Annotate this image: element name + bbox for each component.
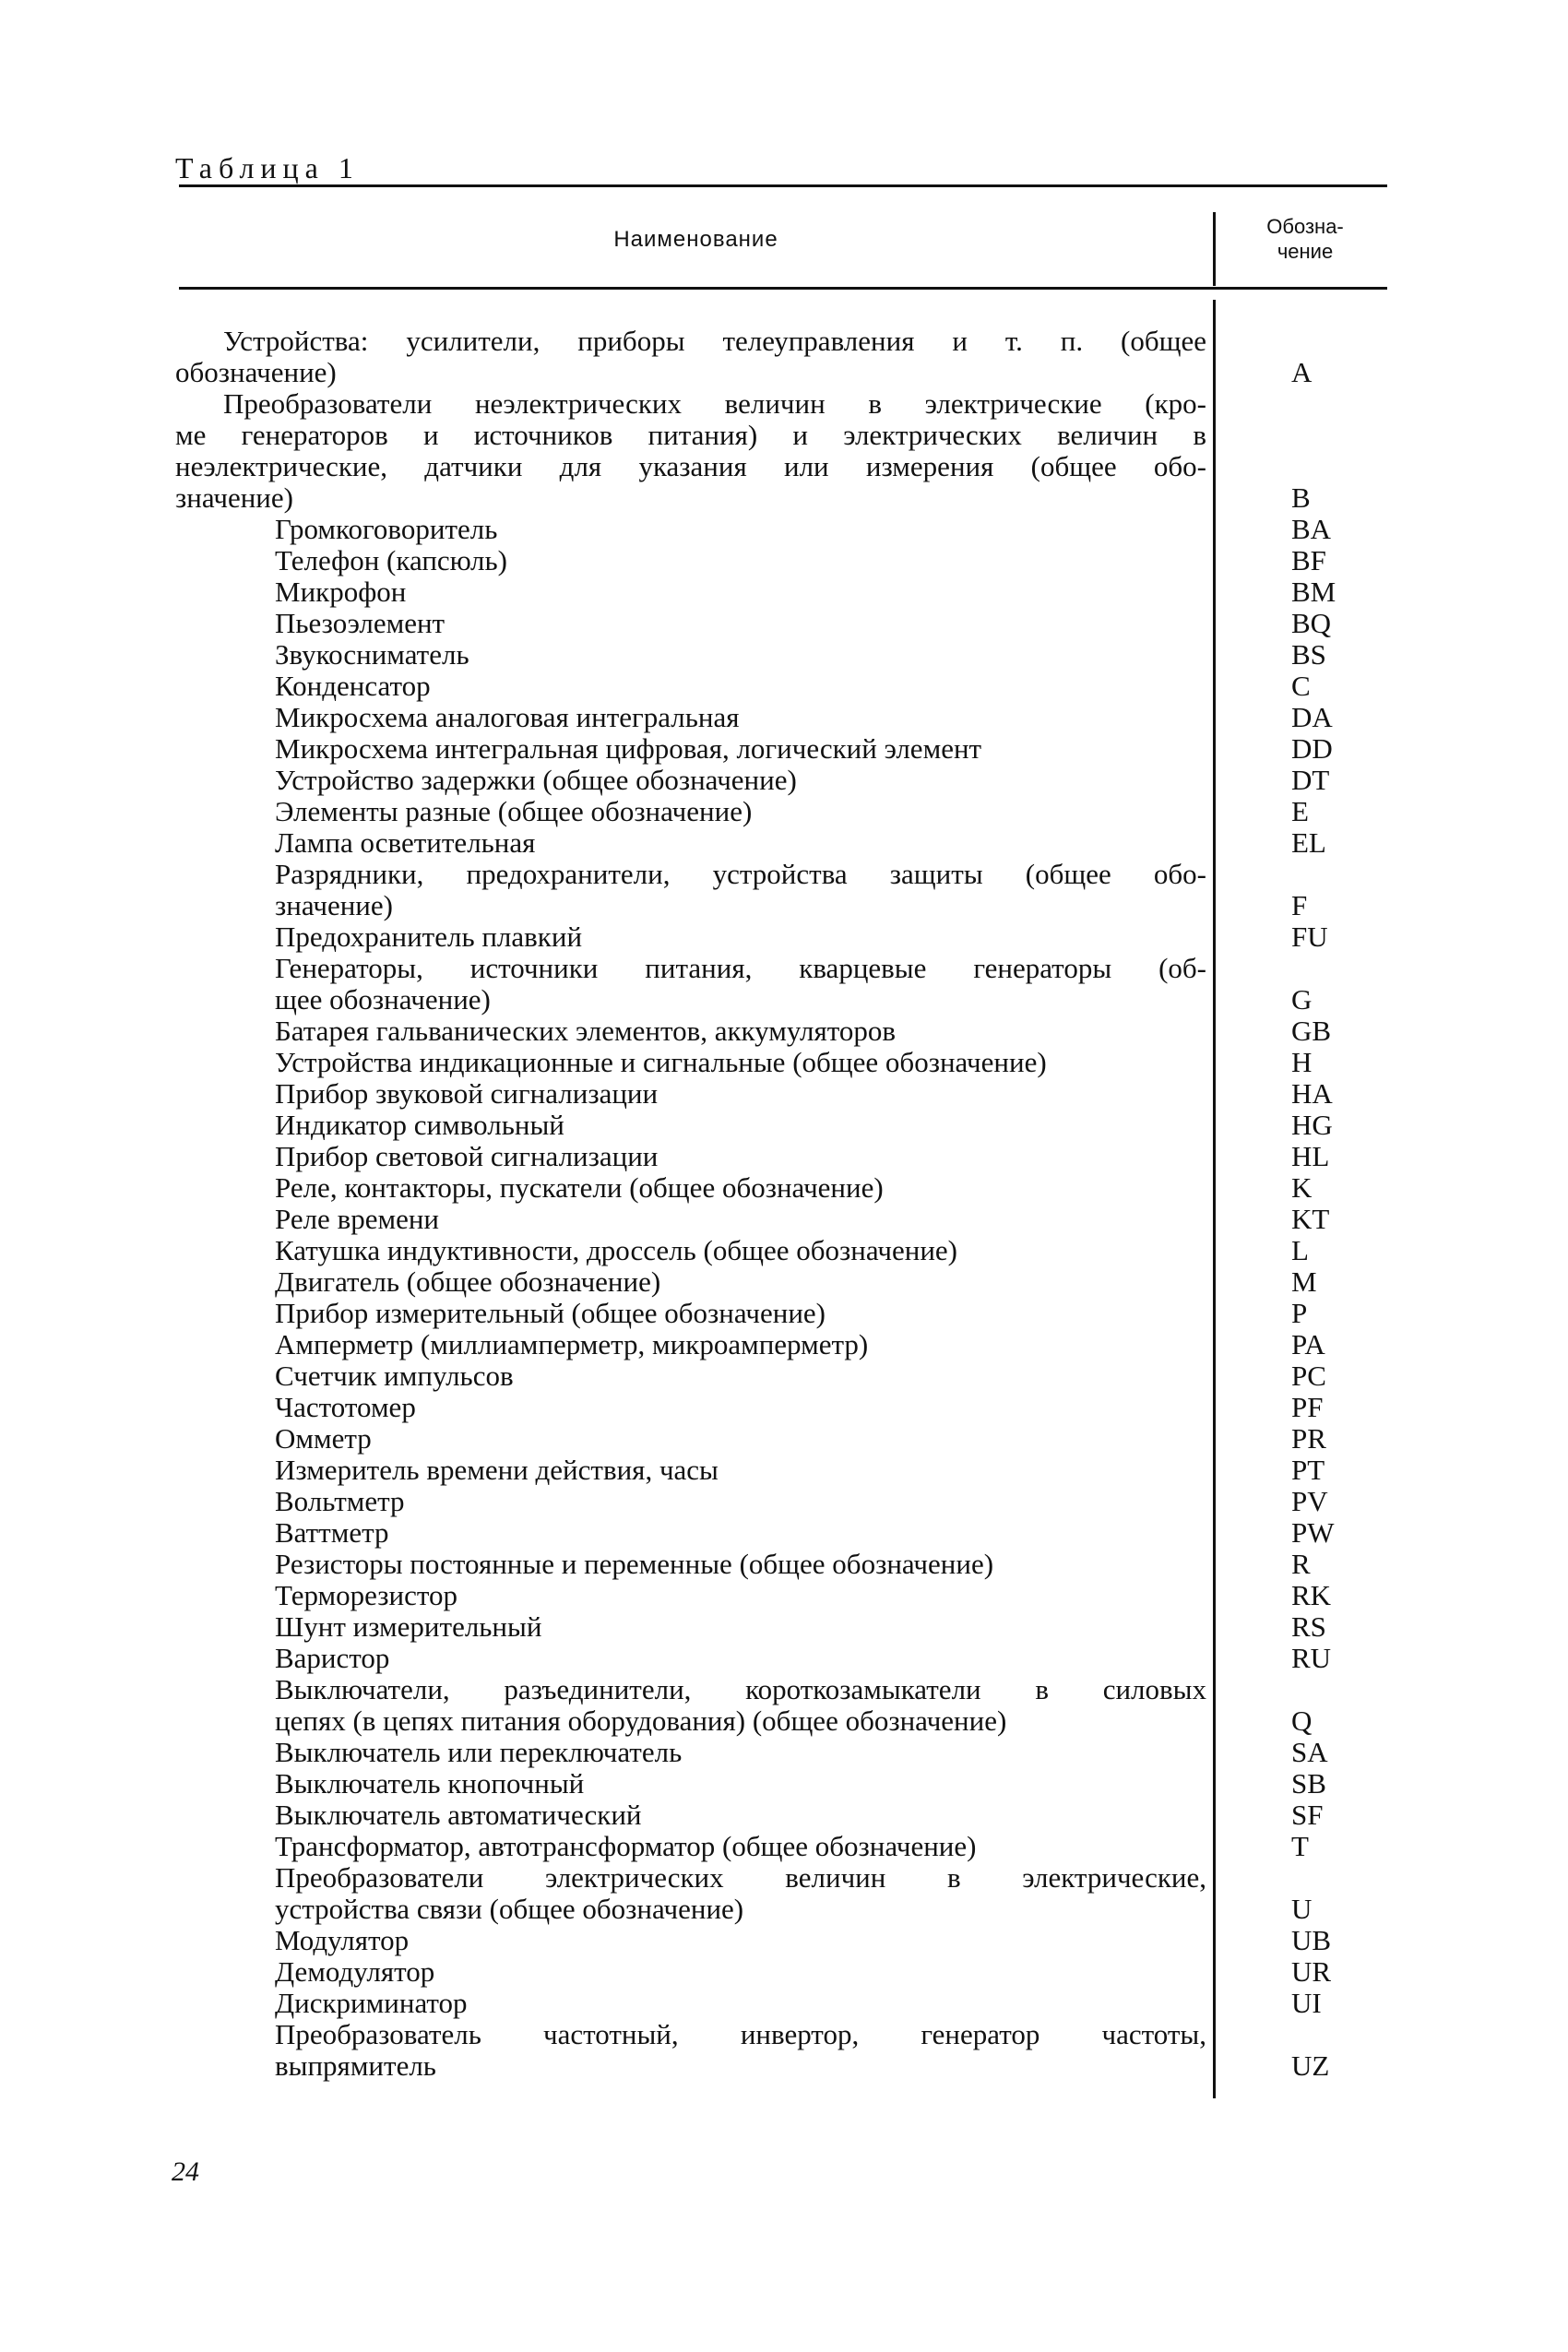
row-name-line: Преобразователь частотный, инвертор, генератор частоты, (275, 2019, 1206, 2050)
row-code: R (1291, 1548, 1311, 1580)
row-name-line: Демодулятор (275, 1956, 435, 1988)
row-code: GB (1291, 1015, 1332, 1047)
table-row (0, 1298, 1568, 1329)
column-header-code-line1: Обозна- (1266, 215, 1344, 238)
row-code: UB (1291, 1924, 1332, 1956)
row-code: PF (1291, 1391, 1324, 1423)
row-name-line: Выключатели, разъединители, короткозамыкатели в силовых (275, 1674, 1206, 1705)
row-name-line: Устройства: усилители, приборы телеуправления и т. п. (общее (223, 326, 1206, 357)
table-row (0, 1266, 1568, 1298)
table-row (0, 1455, 1568, 1486)
row-name-line: Терморезистор (275, 1580, 458, 1611)
row-name-line: Батарея гальванических элементов, аккумуляторов (275, 1016, 897, 1047)
table-row (0, 1925, 1568, 1956)
row-name-line: Громкоговоритель (275, 514, 498, 545)
row-name-line: значение) (175, 482, 293, 514)
row-code: UZ (1291, 2049, 1330, 2082)
row-name-line: Варистор (275, 1643, 390, 1674)
row-code: EL (1291, 826, 1326, 859)
row-name-line: обозначение) (175, 357, 337, 388)
row-name-line: Счетчик импульсов (275, 1360, 514, 1392)
table-row (0, 1486, 1568, 1517)
row-name-line: Преобразователи электрических величин в электрические, (275, 1862, 1206, 1894)
row-name-line: устройства связи (общее обозначение) (275, 1894, 744, 1925)
row-code: PW (1291, 1516, 1335, 1549)
table-row (0, 326, 1568, 388)
table-row (0, 796, 1568, 827)
table-row (0, 1737, 1568, 1768)
table-row (0, 953, 1568, 1016)
table-body (0, 326, 1568, 2082)
row-code: UR (1291, 1955, 1332, 1988)
table-row (0, 1235, 1568, 1266)
table-row (0, 702, 1568, 733)
row-name-line: неэлектрические, датчики для указания или измерения (общее обо- (175, 451, 1206, 482)
row-code: A (1291, 356, 1313, 388)
table-row (0, 1768, 1568, 1800)
table-row (0, 671, 1568, 702)
row-name-line: Прибор звуковой сигнализации (275, 1078, 659, 1110)
row-name-line: выпрямитель (275, 2050, 436, 2082)
row-code: U (1291, 1893, 1313, 1925)
table-row (0, 388, 1568, 514)
row-code: BS (1291, 638, 1326, 671)
row-name-line: Двигатель (общее обозначение) (275, 1266, 661, 1298)
row-name-line: Трансформатор, автотрансформатор (общее обозначение) (275, 1831, 977, 1862)
table-row (0, 1141, 1568, 1172)
table-row (0, 1862, 1568, 1925)
row-code: DA (1291, 701, 1333, 733)
row-name-line: Реле, контакторы, пускатели (общее обозначение) (275, 1172, 884, 1204)
row-code: RS (1291, 1610, 1326, 1643)
table-row (0, 1831, 1568, 1862)
row-name-line: Ваттметр (275, 1517, 389, 1549)
row-code: SB (1291, 1767, 1326, 1800)
row-name-line: Генераторы, источники питания, кварцевые генераторы (об- (275, 953, 1206, 984)
row-name-line: Микросхема интегральная цифровая, логический элемент (275, 733, 982, 765)
row-code: FU (1291, 921, 1328, 953)
table-row (0, 1580, 1568, 1611)
row-code: KT (1291, 1203, 1330, 1235)
header-bottom-rule (179, 287, 1387, 290)
table-row (0, 1423, 1568, 1455)
row-name-line: Прибор световой сигнализации (275, 1141, 659, 1172)
table-top-rule (179, 184, 1387, 187)
row-code: RU (1291, 1642, 1332, 1674)
row-code: SA (1291, 1736, 1328, 1768)
row-name-line: Устройство задержки (общее обозначение) (275, 765, 797, 796)
row-name-line: значение) (275, 890, 393, 921)
row-name-line: Пьезоэлемент (275, 608, 445, 639)
row-name-line: Выключатель или переключатель (275, 1737, 683, 1768)
table-row (0, 1360, 1568, 1392)
row-name-line: Лампа осветительная (275, 827, 536, 859)
row-code: K (1291, 1171, 1313, 1204)
table-row (0, 1204, 1568, 1235)
row-code: DD (1291, 732, 1333, 765)
table-row (0, 1016, 1568, 1047)
row-code: UI (1291, 1987, 1322, 2019)
table-row (0, 1110, 1568, 1141)
row-name-line: Преобразователи неэлектрических величин в электрические (кро- (223, 388, 1206, 420)
table-row (0, 514, 1568, 545)
row-name-line: щее обозначение) (275, 984, 491, 1016)
row-name-line: цепях (в цепях питания оборудования) (общее обозначение) (275, 1705, 1007, 1737)
row-name-line: Омметр (275, 1423, 372, 1455)
table-row (0, 1078, 1568, 1110)
row-name-line: Резисторы постоянные и переменные (общее обозначение) (275, 1549, 994, 1580)
row-name-line: Дискриминатор (275, 1988, 468, 2019)
table-row (0, 921, 1568, 953)
table-caption: Таблица 1 (175, 151, 360, 184)
table-row (0, 545, 1568, 576)
row-code: M (1291, 1265, 1317, 1298)
row-code: B (1291, 481, 1311, 514)
table-row (0, 765, 1568, 796)
row-code: P (1291, 1297, 1308, 1329)
row-code: RK (1291, 1579, 1332, 1611)
row-name-line: Амперметр (миллиамперметр, микроамперметр) (275, 1329, 869, 1360)
row-name-line: ме генераторов и источников питания) и электрических величин в (175, 420, 1206, 451)
row-code: HA (1291, 1077, 1333, 1110)
table-row (0, 1988, 1568, 2019)
column-header-name: Наименование (613, 227, 778, 252)
row-code: SF (1291, 1799, 1324, 1831)
row-code: L (1291, 1234, 1309, 1266)
row-code: BQ (1291, 607, 1332, 639)
table-row (0, 1643, 1568, 1674)
row-name-line: Частотомер (275, 1392, 416, 1423)
column-header-code (1218, 214, 1393, 264)
table-row (0, 608, 1568, 639)
row-code: BM (1291, 576, 1336, 608)
row-name-line: Разрядники, предохранители, устройства защиты (общее обо- (275, 859, 1206, 890)
table-row (0, 1549, 1568, 1580)
row-name-line: Реле времени (275, 1204, 440, 1235)
row-name-line: Выключатель автоматический (275, 1800, 642, 1831)
row-code: BF (1291, 544, 1326, 576)
table-row (0, 639, 1568, 671)
row-code: T (1291, 1830, 1309, 1862)
row-code: F (1291, 889, 1308, 921)
table-row (0, 1956, 1568, 1988)
row-code: HL (1291, 1140, 1330, 1172)
row-code: DT (1291, 764, 1330, 796)
row-name-line: Прибор измерительный (общее обозначение) (275, 1298, 826, 1329)
table-row (0, 1392, 1568, 1423)
row-code: C (1291, 670, 1311, 702)
row-name-line: Элементы разные (общее обозначение) (275, 796, 753, 827)
table-row (0, 859, 1568, 921)
table-row (0, 1047, 1568, 1078)
row-code: PV (1291, 1485, 1328, 1517)
row-name-line: Шунт измерительный (275, 1611, 542, 1643)
row-code: H (1291, 1046, 1313, 1078)
row-name-line: Конденсатор (275, 671, 431, 702)
row-code: BA (1291, 513, 1332, 545)
row-name-line: Индикатор символьный (275, 1110, 564, 1141)
table-row (0, 1517, 1568, 1549)
row-name-line: Устройства индикационные и сигнальные (общее обозначение) (275, 1047, 1047, 1078)
table-row (0, 1172, 1568, 1204)
table-row (0, 576, 1568, 608)
table-row (0, 827, 1568, 859)
row-code: PA (1291, 1328, 1325, 1360)
row-name-line: Выключатель кнопочный (275, 1768, 585, 1800)
table-row (0, 2019, 1568, 2082)
row-code: PT (1291, 1454, 1325, 1486)
row-code: HG (1291, 1109, 1333, 1141)
header-column-divider (1213, 212, 1216, 286)
row-name-line: Микросхема аналоговая интегральная (275, 702, 740, 733)
table-row (0, 733, 1568, 765)
row-code: PC (1291, 1360, 1326, 1392)
table-row (0, 1800, 1568, 1831)
row-code: G (1291, 983, 1313, 1016)
table-row (0, 1611, 1568, 1643)
page-number: 24 (172, 2156, 199, 2187)
table-row (0, 1329, 1568, 1360)
row-code: E (1291, 795, 1309, 827)
row-name-line: Модулятор (275, 1925, 410, 1956)
row-name-line: Звукосниматель (275, 639, 469, 671)
table-row (0, 1674, 1568, 1737)
row-name-line: Измеритель времени действия, часы (275, 1455, 719, 1486)
row-name-line: Вольтметр (275, 1486, 405, 1517)
row-name-line: Телефон (капсюль) (275, 545, 507, 576)
row-code: Q (1291, 1705, 1313, 1737)
row-code: PR (1291, 1422, 1326, 1455)
column-header-code-line2: чение (1277, 240, 1334, 263)
row-name-line: Предохранитель плавкий (275, 921, 583, 953)
row-name-line: Катушка индуктивности, дроссель (общее обозначение) (275, 1235, 958, 1266)
row-name-line: Микрофон (275, 576, 407, 608)
